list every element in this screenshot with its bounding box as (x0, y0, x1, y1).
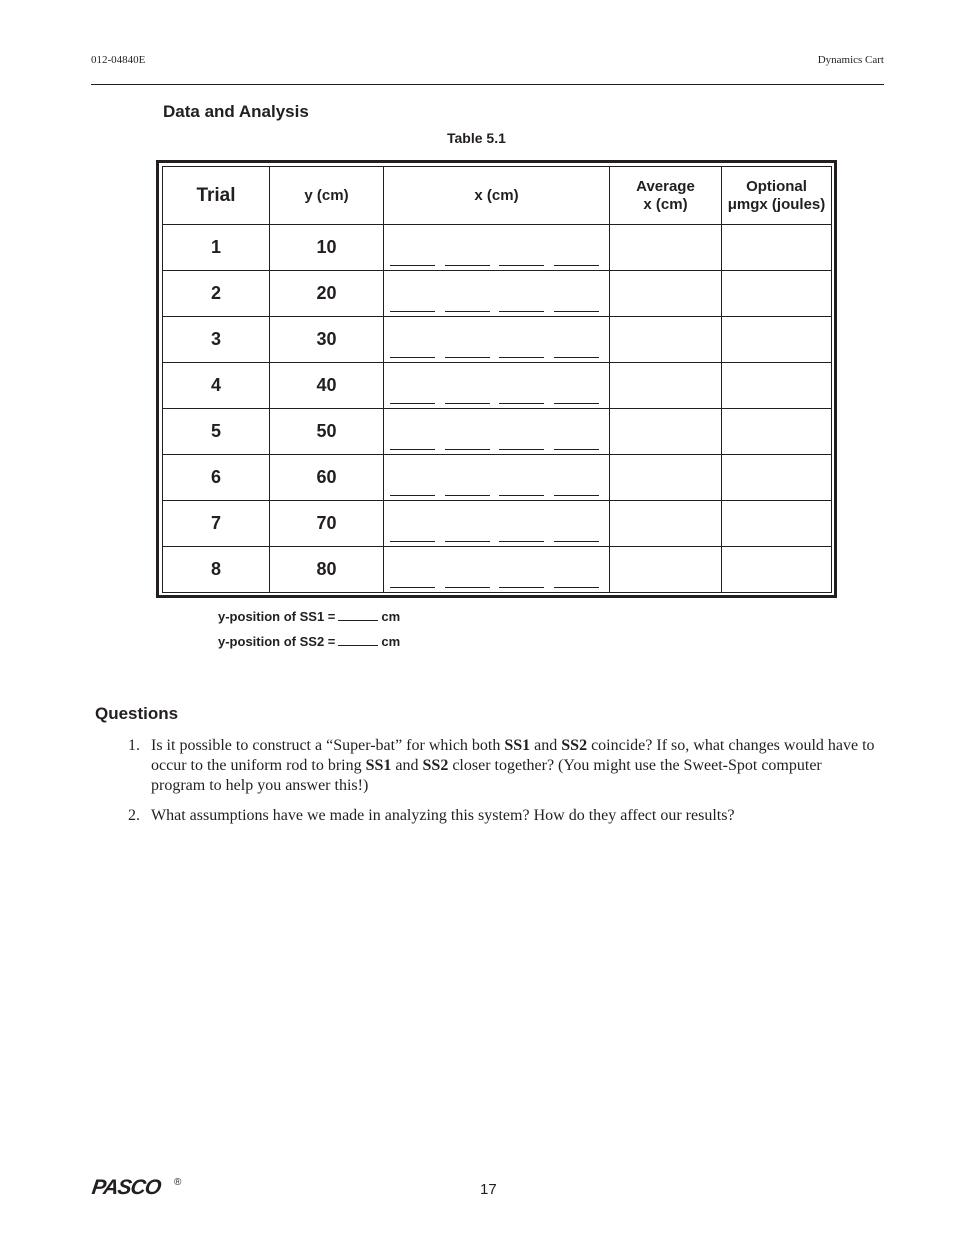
running-title: Dynamics Cart (817, 54, 884, 66)
ss1-position-label: y-position of SS1 = (218, 609, 336, 624)
x-cell (384, 547, 610, 593)
y-cell: 30 (270, 317, 384, 363)
col-header-optional (722, 167, 832, 225)
x-entry-blank[interactable] (554, 265, 599, 266)
col-header-y: y (cm) (270, 167, 384, 225)
x-entry-blank[interactable] (499, 587, 544, 588)
question-text: and (530, 737, 562, 754)
optional-work-cell[interactable] (722, 363, 832, 409)
x-blanks (384, 547, 609, 592)
question-text: Is it possible to construct a “Super-bat” for which both (151, 737, 505, 754)
x-entry-blank[interactable] (554, 541, 599, 542)
question-text: coincide? If so, what changes would have to occur to the uniform rod to bring (151, 737, 875, 774)
pasco-logo: PASCO (90, 1176, 162, 1199)
doc-number: 012-04840E (91, 54, 146, 66)
x-entry-blank[interactable] (554, 311, 599, 312)
x-blanks (384, 363, 609, 408)
x-entry-blank[interactable] (390, 311, 435, 312)
average-x-cell[interactable] (610, 547, 722, 593)
question-text: and (391, 757, 423, 774)
question-term: SS2 (422, 757, 449, 774)
x-entry-blank[interactable] (499, 449, 544, 450)
ss2-position-label: y-position of SS2 = (218, 634, 336, 649)
x-entry-blank[interactable] (445, 357, 490, 358)
x-entry-blank[interactable] (390, 495, 435, 496)
table-row (163, 225, 832, 271)
x-entry-blank[interactable] (554, 587, 599, 588)
x-blanks (384, 501, 609, 546)
optional-work-cell[interactable] (722, 547, 832, 593)
optional-work-cell[interactable] (722, 225, 832, 271)
x-entry-blank[interactable] (554, 495, 599, 496)
trial-cell: 4 (163, 363, 270, 409)
data-table (162, 166, 832, 593)
y-cell: 10 (270, 225, 384, 271)
table-row (163, 547, 832, 593)
col-header-average (610, 167, 722, 225)
ss1-position-blank[interactable] (338, 620, 378, 621)
ss1-position-line (218, 609, 400, 624)
table-row (163, 409, 832, 455)
table-row (163, 317, 832, 363)
x-entry-blank[interactable] (554, 403, 599, 404)
question-term: SS1 (504, 737, 531, 754)
x-cell (384, 501, 610, 547)
x-entry-blank[interactable] (445, 587, 490, 588)
x-cell (384, 271, 610, 317)
trial-cell: 2 (163, 271, 270, 317)
question-2 (128, 806, 878, 826)
trial-cell: 1 (163, 225, 270, 271)
col-header-average-line2: x (cm) (643, 195, 688, 213)
y-cell: 70 (270, 501, 384, 547)
trial-cell: 5 (163, 409, 270, 455)
x-entry-blank[interactable] (554, 357, 599, 358)
col-header-average-line1: Average (636, 177, 695, 195)
x-entry-blank[interactable] (554, 449, 599, 450)
x-entry-blank[interactable] (499, 311, 544, 312)
x-entry-blank[interactable] (499, 541, 544, 542)
x-entry-blank[interactable] (390, 541, 435, 542)
x-cell (384, 363, 610, 409)
average-x-cell[interactable] (610, 363, 722, 409)
average-x-cell[interactable] (610, 455, 722, 501)
question-1 (128, 736, 878, 796)
x-cell (384, 225, 610, 271)
average-x-cell[interactable] (610, 317, 722, 363)
x-entry-blank[interactable] (445, 403, 490, 404)
x-entry-blank[interactable] (499, 495, 544, 496)
x-blanks (384, 455, 609, 500)
x-cell (384, 317, 610, 363)
x-entry-blank[interactable] (445, 495, 490, 496)
table-caption: Table 5.1 (447, 130, 506, 146)
table-row (163, 363, 832, 409)
optional-work-cell[interactable] (722, 409, 832, 455)
y-cell: 40 (270, 363, 384, 409)
x-entry-blank[interactable] (499, 265, 544, 266)
question-number: 1. (128, 737, 140, 754)
ss2-position-unit: cm (381, 634, 401, 649)
registered-mark: ® (174, 1177, 182, 1188)
x-entry-blank[interactable] (445, 449, 490, 450)
y-cell: 20 (270, 271, 384, 317)
table-header-row (163, 167, 832, 225)
ss2-position-line (218, 634, 400, 649)
y-cell: 50 (270, 409, 384, 455)
average-x-cell[interactable] (610, 225, 722, 271)
table-body (163, 225, 832, 593)
question-term: SS2 (561, 737, 588, 754)
x-entry-blank[interactable] (390, 449, 435, 450)
average-x-cell[interactable] (610, 271, 722, 317)
questions-title: Questions (95, 704, 179, 723)
y-cell: 80 (270, 547, 384, 593)
optional-work-cell[interactable] (722, 501, 832, 547)
x-entry-blank[interactable] (499, 357, 544, 358)
trial-cell: 7 (163, 501, 270, 547)
ss1-position-unit: cm (381, 609, 401, 624)
question-text: What assumptions have we made in analyzing this system? How do they affect our results? (151, 807, 735, 824)
page-number: 17 (480, 1181, 497, 1198)
y-cell: 60 (270, 455, 384, 501)
question-term: SS1 (365, 757, 392, 774)
x-blanks (384, 317, 609, 362)
col-header-optional-line2: μmgx (joules) (727, 195, 826, 213)
x-cell (384, 455, 610, 501)
x-blanks (384, 271, 609, 316)
x-entry-blank[interactable] (390, 587, 435, 588)
table-row (163, 271, 832, 317)
question-text: closer together? (You might use the Sweet-Spot computer program to help you answer this!) (151, 757, 822, 794)
table-row (163, 455, 832, 501)
ss2-position-blank[interactable] (338, 645, 378, 646)
x-entry-blank[interactable] (445, 541, 490, 542)
col-header-trial: Trial (163, 167, 270, 225)
trial-cell: 8 (163, 547, 270, 593)
table-row (163, 501, 832, 547)
header-rule (91, 84, 884, 85)
x-cell (384, 409, 610, 455)
average-x-cell[interactable] (610, 501, 722, 547)
x-entry-blank[interactable] (445, 311, 490, 312)
x-blanks (384, 225, 609, 270)
col-header-x: x (cm) (384, 167, 610, 225)
trial-cell: 3 (163, 317, 270, 363)
question-number: 2. (128, 807, 140, 824)
optional-work-cell[interactable] (722, 271, 832, 317)
optional-work-cell[interactable] (722, 317, 832, 363)
x-entry-blank[interactable] (390, 357, 435, 358)
average-x-cell[interactable] (610, 409, 722, 455)
optional-work-cell[interactable] (722, 455, 832, 501)
questions-list (128, 736, 878, 836)
x-entry-blank[interactable] (390, 265, 435, 266)
col-header-optional-line1: Optional (746, 177, 807, 195)
x-blanks (384, 409, 609, 454)
trial-cell: 6 (163, 455, 270, 501)
x-entry-blank[interactable] (499, 403, 544, 404)
x-entry-blank[interactable] (445, 265, 490, 266)
section-title: Data and Analysis (163, 102, 309, 121)
x-entry-blank[interactable] (390, 403, 435, 404)
